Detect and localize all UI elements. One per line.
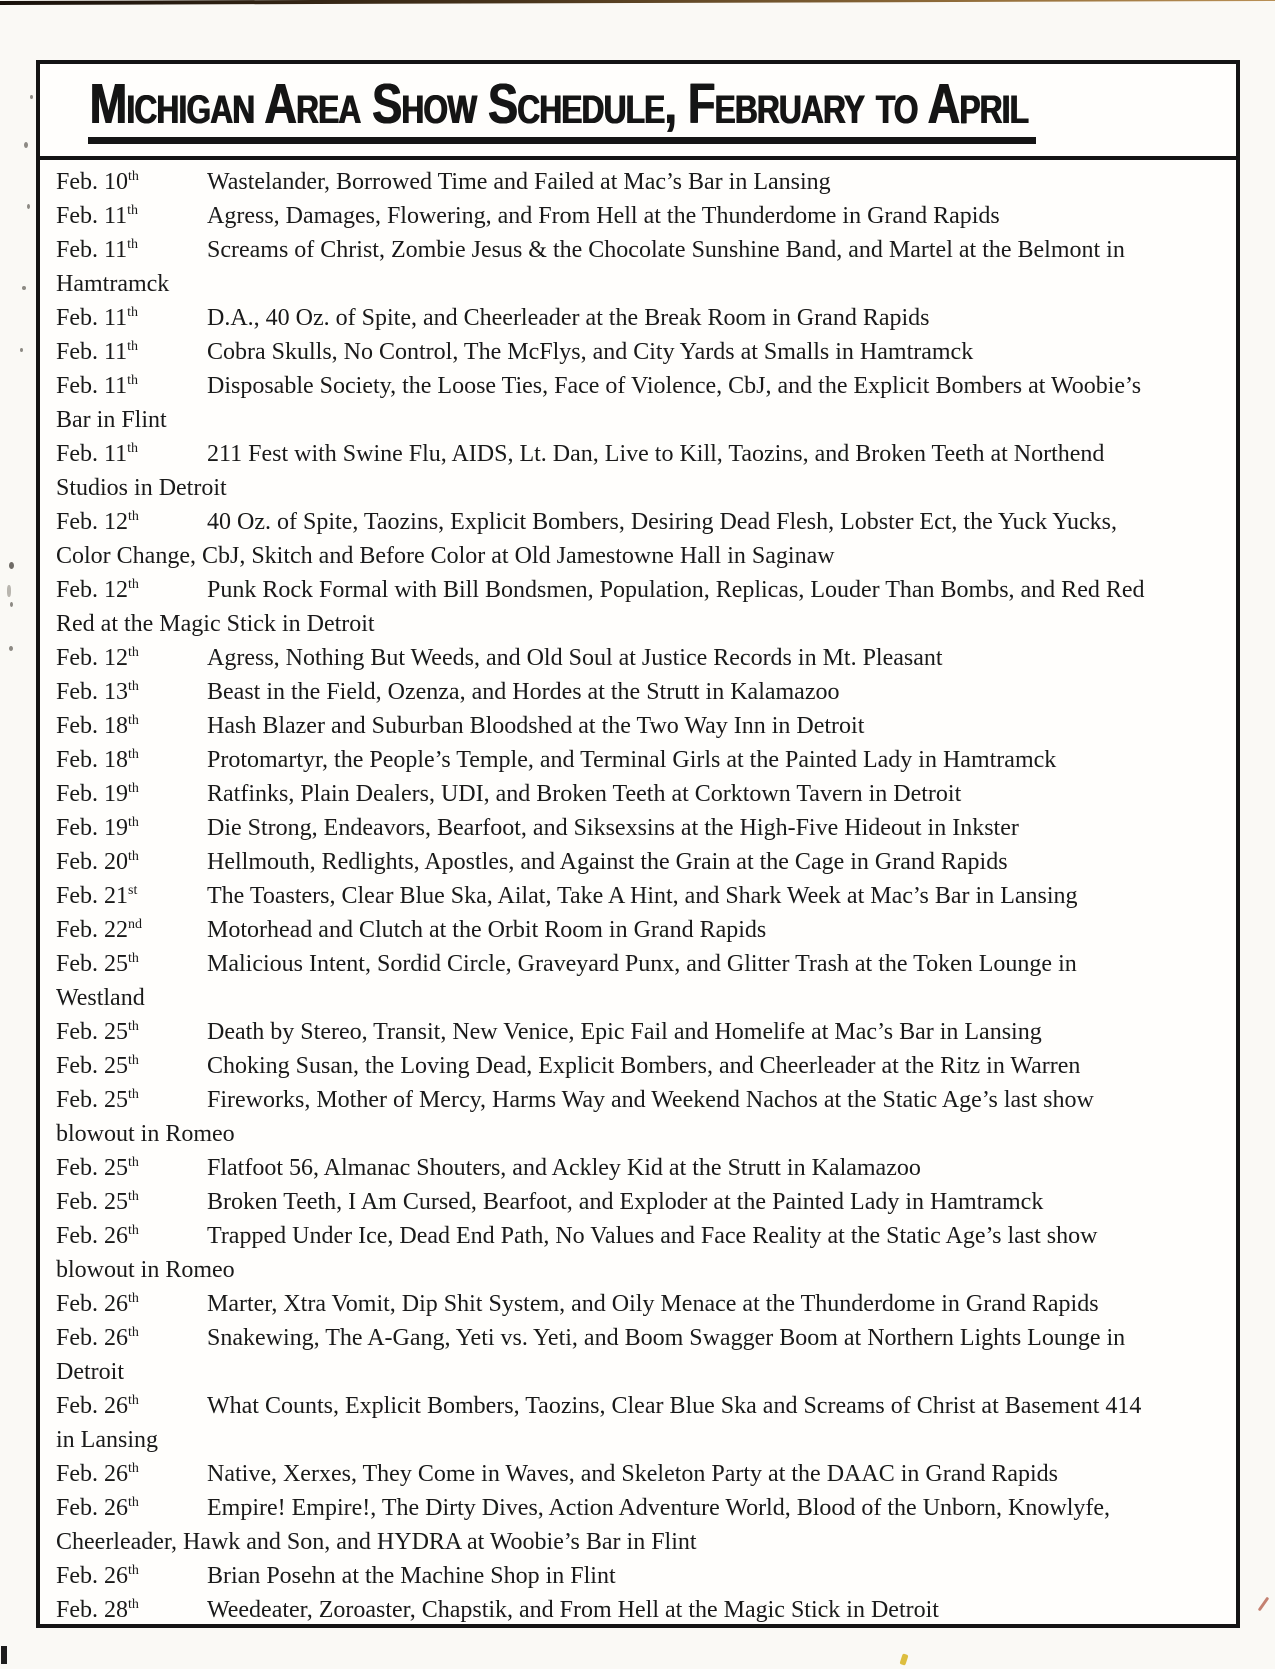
schedule-entry xyxy=(56,641,1151,675)
schedule-list xyxy=(40,160,1236,1627)
entry-date-text: Feb. 12 xyxy=(56,645,128,671)
scan-speck xyxy=(7,585,11,597)
schedule-entry xyxy=(56,165,1151,199)
entry-date-ordinal: th xyxy=(127,203,138,218)
entry-date xyxy=(56,845,207,879)
entry-date xyxy=(56,505,207,539)
schedule-entry xyxy=(56,1151,1151,1185)
entry-description: Empire! Empire!, The Dirty Dives, Action Adventure World, Blood of the Unborn, Knowlyfe, Cheerleader, Hawk and Son, and HYDRA at Woobie’s Bar in Flint xyxy=(56,1495,1111,1555)
entry-date-ordinal: th xyxy=(128,1019,139,1034)
entry-date-ordinal: th xyxy=(128,645,139,660)
schedule-entry xyxy=(56,369,1151,437)
entry-date-text: Feb. 10 xyxy=(56,169,128,195)
schedule-entry xyxy=(56,1593,1151,1627)
schedule-entry xyxy=(56,335,1151,369)
entry-description: Motorhead and Clutch at the Orbit Room in Grand Rapids xyxy=(207,917,767,943)
schedule-entry xyxy=(56,1049,1151,1083)
entry-date-ordinal: th xyxy=(128,1597,139,1612)
schedule-entry xyxy=(56,1491,1151,1559)
entry-date xyxy=(56,1151,207,1185)
entry-date-text: Feb. 25 xyxy=(56,1053,128,1079)
scan-mark xyxy=(1,1646,7,1664)
entry-date-text: Feb. 22 xyxy=(56,917,128,943)
entry-date xyxy=(56,573,207,607)
entry-description: Cobra Skulls, No Control, The McFlys, and City Yards at Smalls in Hamtramck xyxy=(207,339,974,365)
entry-date xyxy=(56,1287,207,1321)
entry-date-ordinal: th xyxy=(128,1155,139,1170)
entry-description: Weedeater, Zoroaster, Chapstik, and From Hell at the Magic Stick in Detroit xyxy=(207,1597,939,1623)
entry-date xyxy=(56,1083,207,1117)
entry-description: Screams of Christ, Zombie Jesus & the Chocolate Sunshine Band, and Martel at the Belmont in Hamtramck xyxy=(56,237,1125,297)
page-title: Michigan Area Show Schedule, February to April xyxy=(88,76,1036,144)
scan-speck xyxy=(30,95,33,99)
entry-date-ordinal: th xyxy=(128,1223,139,1238)
schedule-entry xyxy=(56,845,1151,879)
schedule-entry xyxy=(56,1457,1151,1491)
entry-date xyxy=(56,1593,207,1627)
entry-date-ordinal: th xyxy=(128,1291,139,1306)
entry-date-text: Feb. 18 xyxy=(56,747,128,773)
entry-description: D.A., 40 Oz. of Spite, and Cheerleader at the Break Room in Grand Rapids xyxy=(207,305,930,331)
entry-date-text: Feb. 11 xyxy=(56,203,128,229)
entry-date xyxy=(56,947,207,981)
entry-date xyxy=(56,233,207,267)
schedule-entry xyxy=(56,743,1151,777)
entry-date-text: Feb. 25 xyxy=(56,1189,128,1215)
entry-description: Choking Susan, the Loving Dead, Explicit Bombers, and Cheerleader at the Ritz in Warren xyxy=(207,1053,1081,1079)
schedule-entry xyxy=(56,1389,1151,1457)
entry-date xyxy=(56,437,207,471)
schedule-entry xyxy=(56,913,1151,947)
entry-description: Punk Rock Formal with Bill Bondsmen, Population, Replicas, Louder Than Bombs, and Red Red Red at the Magic Stick in Detroit xyxy=(56,577,1145,637)
entry-date xyxy=(56,1185,207,1219)
entry-date xyxy=(56,1015,207,1049)
schedule-entry xyxy=(56,811,1151,845)
entry-date-text: Feb. 20 xyxy=(56,849,128,875)
entry-date-text: Feb. 12 xyxy=(56,577,128,603)
entry-date-text: Feb. 21 xyxy=(56,883,128,909)
scan-speck xyxy=(10,602,13,607)
schedule-entry xyxy=(56,199,1151,233)
entry-date-ordinal: nd xyxy=(128,917,142,932)
entry-date-text: Feb. 19 xyxy=(56,815,128,841)
entry-description: Fireworks, Mother of Mercy, Harms Way and Weekend Nachos at the Static Age’s last show blowout in Romeo xyxy=(56,1087,1094,1147)
schedule-entry xyxy=(56,437,1151,505)
entry-date-text: Feb. 19 xyxy=(56,781,128,807)
entry-date-text: Feb. 11 xyxy=(56,305,128,331)
entry-description: Flatfoot 56, Almanac Shouters, and Ackley Kid at the Strutt in Kalamazoo xyxy=(207,1155,921,1181)
entry-date xyxy=(56,1457,207,1491)
schedule-entry xyxy=(56,233,1151,301)
entry-date-ordinal: st xyxy=(128,883,138,898)
entry-description: Agress, Damages, Flowering, and From Hell at the Thunderdome in Grand Rapids xyxy=(207,203,1000,229)
schedule-entry xyxy=(56,1185,1151,1219)
entry-date xyxy=(56,777,207,811)
schedule-entry xyxy=(56,1219,1151,1287)
entry-date xyxy=(56,1049,207,1083)
scan-speck xyxy=(9,562,14,569)
schedule-entry xyxy=(56,1015,1151,1049)
entry-description: Ratfinks, Plain Dealers, UDI, and Broken Teeth at Corktown Tavern in Detroit xyxy=(207,781,962,807)
header xyxy=(40,64,1236,160)
schedule-entry xyxy=(56,301,1151,335)
entry-date-ordinal: th xyxy=(128,951,139,966)
entry-date-text: Feb. 11 xyxy=(56,441,128,467)
scan-speck xyxy=(9,646,13,651)
entry-date-text: Feb. 26 xyxy=(56,1291,128,1317)
entry-date-text: Feb. 25 xyxy=(56,1019,128,1045)
schedule-entry xyxy=(56,505,1151,573)
entry-date-text: Feb. 26 xyxy=(56,1563,128,1589)
entry-description: Hash Blazer and Suburban Bloodshed at the Two Way Inn in Detroit xyxy=(207,713,865,739)
entry-date-ordinal: th xyxy=(128,781,139,796)
schedule-entry xyxy=(56,1321,1151,1389)
entry-date-text: Feb. 11 xyxy=(56,339,128,365)
entry-date-ordinal: th xyxy=(128,169,139,184)
entry-date xyxy=(56,1219,207,1253)
entry-description: Beast in the Field, Ozenza, and Hordes at the Strutt in Kalamazoo xyxy=(207,679,840,705)
schedule-entry xyxy=(56,947,1151,1015)
entry-date-ordinal: th xyxy=(128,509,139,524)
entry-description: The Toasters, Clear Blue Ska, Ailat, Take A Hint, and Shark Week at Mac’s Bar in Lansing xyxy=(207,883,1078,909)
schedule-entry xyxy=(56,675,1151,709)
schedule-sheet xyxy=(36,60,1240,1628)
entry-date-ordinal: th xyxy=(127,373,138,388)
scan-speck xyxy=(24,142,28,148)
entry-date xyxy=(56,879,207,913)
entry-date-ordinal: th xyxy=(128,747,139,762)
entry-date-ordinal: th xyxy=(127,305,138,320)
scan-speck xyxy=(20,348,23,352)
entry-description: What Counts, Explicit Bombers, Taozins, Clear Blue Ska and Screams of Christ at Basement 414 in Lansing xyxy=(56,1393,1142,1453)
entry-date-ordinal: th xyxy=(128,1325,139,1340)
entry-date-text: Feb. 11 xyxy=(56,373,128,399)
entry-date-text: Feb. 25 xyxy=(56,1087,128,1113)
entry-description: Broken Teeth, I Am Cursed, Bearfoot, and Exploder at the Painted Lady in Hamtramck xyxy=(207,1189,1044,1215)
entry-date-ordinal: th xyxy=(128,1461,139,1476)
entry-date-ordinal: th xyxy=(128,1393,139,1408)
entry-date-text: Feb. 26 xyxy=(56,1495,128,1521)
entry-description: Death by Stereo, Transit, New Venice, Epic Fail and Homelife at Mac’s Bar in Lansing xyxy=(207,1019,1042,1045)
entry-date-text: Feb. 28 xyxy=(56,1597,128,1623)
schedule-entry xyxy=(56,879,1151,913)
entry-date-text: Feb. 13 xyxy=(56,679,128,705)
entry-date xyxy=(56,335,207,369)
entry-date-ordinal: th xyxy=(128,1087,139,1102)
entry-date xyxy=(56,369,207,403)
entry-date xyxy=(56,743,207,777)
entry-description: Hellmouth, Redlights, Apostles, and Against the Grain at the Cage in Grand Rapids xyxy=(207,849,1008,875)
entry-date xyxy=(56,913,207,947)
entry-date xyxy=(56,641,207,675)
entry-date-text: Feb. 18 xyxy=(56,713,128,739)
entry-date-ordinal: th xyxy=(128,577,139,592)
entry-description: Protomartyr, the People’s Temple, and Terminal Girls at the Painted Lady in Hamtramck xyxy=(207,747,1057,773)
schedule-entry xyxy=(56,777,1151,811)
entry-description: Die Strong, Endeavors, Bearfoot, and Siksexsins at the High-Five Hideout in Inkster xyxy=(207,815,1019,841)
entry-date xyxy=(56,1559,207,1593)
entry-date xyxy=(56,709,207,743)
entry-date xyxy=(56,1321,207,1355)
entry-date-text: Feb. 26 xyxy=(56,1223,128,1249)
entry-date-ordinal: th xyxy=(128,815,139,830)
entry-date xyxy=(56,165,207,199)
entry-description: Trapped Under Ice, Dead End Path, No Values and Face Reality at the Static Age’s last show blowout in Romeo xyxy=(56,1223,1098,1283)
entry-date-text: Feb. 26 xyxy=(56,1393,128,1419)
entry-date-ordinal: th xyxy=(128,1053,139,1068)
entry-description: Brian Posehn at the Machine Shop in Flint xyxy=(207,1563,616,1589)
entry-date-text: Feb. 25 xyxy=(56,1155,128,1181)
entry-date-ordinal: th xyxy=(128,849,139,864)
entry-description: Native, Xerxes, They Come in Waves, and Skeleton Party at the DAAC in Grand Rapids xyxy=(207,1461,1059,1487)
entry-date-ordinal: th xyxy=(128,1495,139,1510)
entry-date-text: Feb. 26 xyxy=(56,1325,128,1351)
entry-description: Marter, Xtra Vomit, Dip Shit System, and Oily Menace at the Thunderdome in Grand Rapids xyxy=(207,1291,1099,1317)
scan-speck xyxy=(1258,1597,1270,1612)
entry-description: Snakewing, The A-Gang, Yeti vs. Yeti, and Boom Swagger Boom at Northern Lights Lounge in Detroit xyxy=(56,1325,1126,1385)
entry-date-text: Feb. 11 xyxy=(56,237,128,263)
entry-date xyxy=(56,199,207,233)
entry-date-ordinal: th xyxy=(128,1189,139,1204)
entry-description: Malicious Intent, Sordid Circle, Graveyard Punx, and Glitter Trash at the Token Lounge in Westland xyxy=(56,951,1077,1011)
schedule-entry xyxy=(56,1083,1151,1151)
entry-date-ordinal: th xyxy=(128,713,139,728)
entry-description: Wastelander, Borrowed Time and Failed at Mac’s Bar in Lansing xyxy=(207,169,831,195)
schedule-entry xyxy=(56,1559,1151,1593)
entry-date xyxy=(56,811,207,845)
entry-date-ordinal: th xyxy=(128,679,139,694)
entry-description: 211 Fest with Swine Flu, AIDS, Lt. Dan, Live to Kill, Taozins, and Broken Teeth at Northend Studios in Detroit xyxy=(56,441,1105,501)
schedule-entry xyxy=(56,573,1151,641)
entry-description: Agress, Nothing But Weeds, and Old Soul at Justice Records in Mt. Pleasant xyxy=(207,645,943,671)
entry-date xyxy=(56,675,207,709)
scan-speck xyxy=(27,204,30,209)
schedule-entry xyxy=(56,1287,1151,1321)
entry-date xyxy=(56,1491,207,1525)
entry-date-ordinal: th xyxy=(127,441,138,456)
schedule-entry xyxy=(56,709,1151,743)
entry-date-ordinal: th xyxy=(127,339,138,354)
entry-date-text: Feb. 26 xyxy=(56,1461,128,1487)
scan-edge-artifact xyxy=(0,0,1275,5)
entry-date-text: Feb. 25 xyxy=(56,951,128,977)
entry-date-ordinal: th xyxy=(127,237,138,252)
scan-speck xyxy=(22,286,26,290)
entry-description: 40 Oz. of Spite, Taozins, Explicit Bombers, Desiring Dead Flesh, Lobster Ect, the Yuck Yucks, Color Change, CbJ, Skitch and Before Color at Old Jamestowne Hall in Saginaw xyxy=(56,509,1117,569)
entry-date-ordinal: th xyxy=(128,1563,139,1578)
entry-date-text: Feb. 12 xyxy=(56,509,128,535)
entry-description: Disposable Society, the Loose Ties, Face of Violence, CbJ, and the Explicit Bombers at Woobie’s Bar in Flint xyxy=(56,373,1142,433)
entry-date xyxy=(56,1389,207,1423)
entry-date xyxy=(56,301,207,335)
scan-speck xyxy=(899,1653,908,1665)
